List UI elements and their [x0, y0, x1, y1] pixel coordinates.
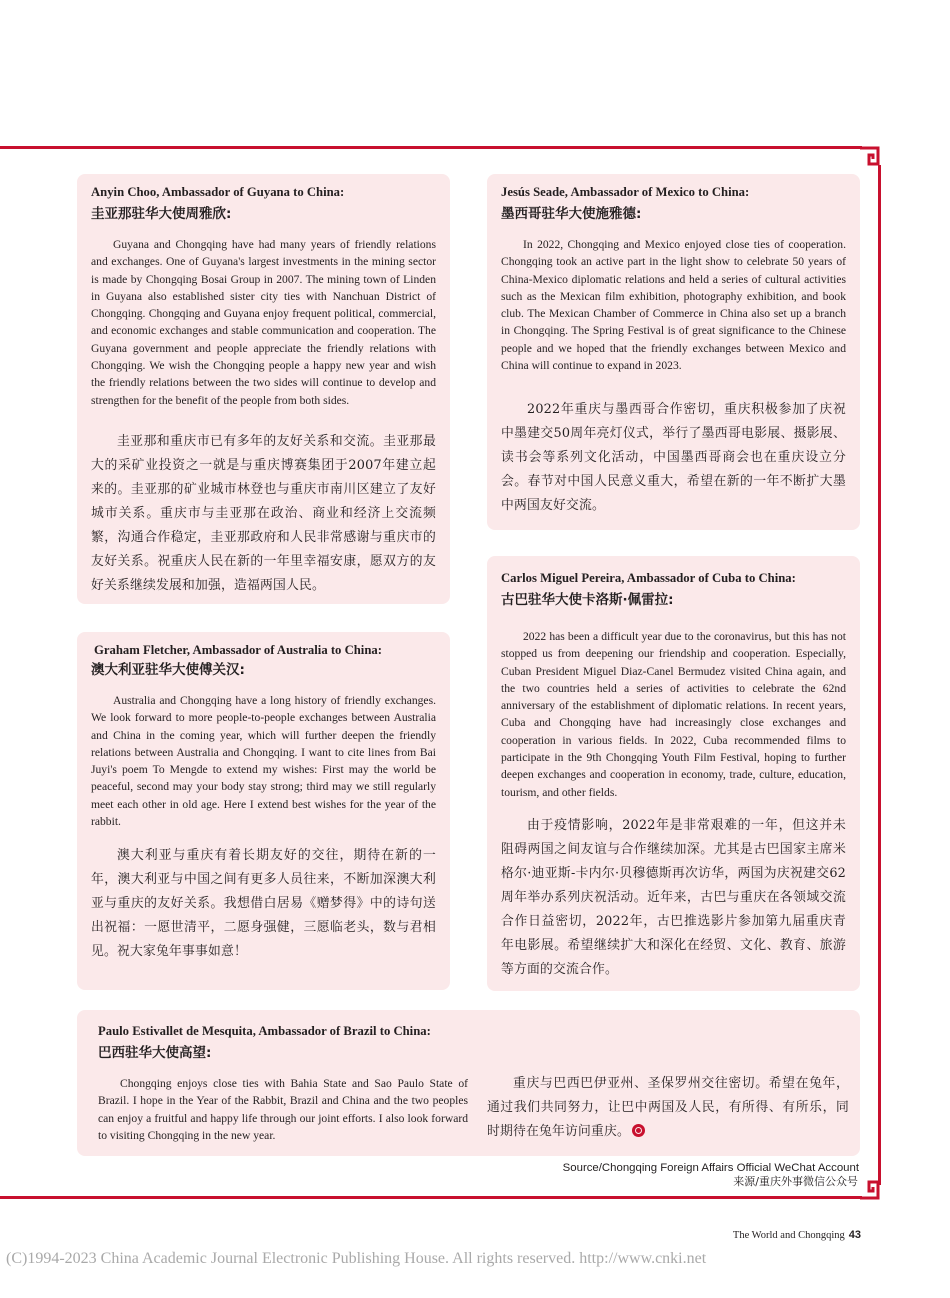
message-en: In 2022, Chongqing and Mexico enjoyed close ties of cooperation. Chongqing took an active part in the light show to celebrate 50 years of China-Mexico diplomatic relations and held a series of cultural activities such as the Mexican film exhibition, photography exhibition, and book club. The Mexican Chamber of Commerce in China also set up a branch in Chongqing. The Spring Festival is of great significance to the Chinese people and we hoped that the friendly exchanges between Mexico and China will continue to expand in 2023. [501, 238, 846, 373]
ambassador-name-zh: 澳大利亚驻华大使傅关汉: [91, 662, 245, 678]
ambassador-name-en: Paulo Estivallet de Mesquita, Ambassador of Brazil to China: [98, 1024, 431, 1038]
message-en: Australia and Chongqing have a long history of friendly exchanges. We look forward to more people-to-people exchanges between Australia and China in the coming year, which will further deepen the friendly relations between Australia and Chongqing. I want to cite lines from Bai Juyi's poem To Mengde to extend my wishes: First may the world be peaceful, second may your body stay strong; third may we still regularly meet each other in old age. Here I extend best wishes for the year of the rabbit. [91, 694, 436, 829]
frame-corner-ornament-top [860, 146, 880, 166]
frame-corner-ornament-bottom [860, 1180, 880, 1200]
message-en: Guyana and Chongqing have had many years of friendly relations and exchanges. One of Guyana's largest investments in the mining sector is made by Chongqing Bosai Group in 2007. The mining town of Linden in Guyana also established sister city ties with Nanchuan District of Chongqing. Chongqing and Guyana enjoy frequent political, commercial, and economic exchanges and stable communication and cooperation. The Guyana government and people appreciate the friendly relations with Chongqing. We wish the Chongqing people a happy new year and wish the friendly relations between the two sides will continue to develop and strengthen for the benefit of the people from both sides. [91, 238, 436, 407]
message-zh: 由于疫情影响，2022年是非常艰难的一年，但这并未阻碍两国之间友谊与合作继续加深。尤其是古巴国家主席米格尔·迪亚斯-卡内尔·贝穆德斯再次访华，两国为庆祝建交62周年举办系列庆祝活动。近年来，古巴与重庆在各领域交流合作日益密切，2022年，古巴推选影片参加第九届重庆青年电影展。希望继续扩大和深化在经贸、文化、教育、旅游等方面的交流合作。 [501, 818, 846, 977]
ambassador-name-zh: 圭亚那驻华大使周雅欣: [91, 206, 232, 222]
frame-top-border [0, 146, 862, 149]
card-cuba [487, 556, 860, 991]
ambassador-name-en: Graham Fletcher, Ambassador of Australia to China: [94, 643, 382, 657]
source-credit-en: Source/Chongqing Foreign Affairs Official WeChat Account [562, 1162, 859, 1174]
message-zh [487, 1072, 849, 1144]
ambassador-name-en: Jesús Seade, Ambassador of Mexico to China: [501, 185, 750, 199]
card-australia [77, 632, 450, 990]
end-mark-icon [632, 1124, 645, 1137]
running-footer [733, 1229, 861, 1241]
frame-right-border [878, 165, 881, 1185]
card-mexico [487, 174, 860, 530]
ambassador-name-en: Anyin Choo, Ambassador of Guyana to China: [91, 185, 345, 199]
card-guyana [77, 174, 450, 604]
journal-title: The World and Chongqing [732, 1230, 845, 1241]
frame-bottom-border [0, 1196, 862, 1199]
ambassador-name-zh: 古巴驻华大使卡洛斯·佩雷拉: [501, 592, 674, 608]
source-credit-zh: 来源/重庆外事微信公众号 [733, 1175, 858, 1188]
message-zh: 澳大利亚与重庆有着长期友好的交往，期待在新的一年，澳大利亚与中国之间有更多人员往来，不断加深澳大利亚与重庆的友好关系。我想借白居易《赠梦得》中的诗句送出祝福：一愿世清平，二愿身强健，三愿临老头，数与君相见。祝大家兔年事事如意！ [91, 848, 436, 959]
ambassador-name-zh: 巴西驻华大使高望: [98, 1045, 212, 1061]
message-zh-text: 重庆与巴西巴伊亚州、圣保罗州交往密切。希望在兔年，通过我们共同努力，让巴中两国及人民，有所得、有所乐，同时期待在兔年访问重庆。 [487, 1076, 849, 1139]
copyright-notice: (C)1994-2023 China Academic Journal Electronic Publishing House. All rights reserved. http://www.cnki.net [6, 1250, 707, 1267]
message-zh: 2022年重庆与墨西哥合作密切，重庆积极参加了庆祝中墨建交50周年亮灯仪式，举行了墨西哥电影展、摄影展、读书会等系列文化活动，中国墨西哥商会也在重庆设立分会。春节对中国人民意义重大，希望在新的一年不断扩大墨中两国友好交流。 [501, 402, 846, 513]
message-en: Chongqing enjoys close ties with Bahia State and Sao Paulo State of Brazil. I hope in the Year of the Rabbit, Brazil and China and the two peoples can enjoy a fruitful and happy life through our joint efforts. I also look forward to visiting Chongqing in the new year. [98, 1077, 468, 1142]
card-brazil [77, 1010, 860, 1156]
message-en: 2022 has been a difficult year due to the coronavirus, but this has not stopped us from deepening our friendship and cooperation. Especially, Cuban President Miguel Diaz-Canel Bermudez visited China again, and the two countries held a series of activities to celebrate the 62nd anniversary of the establishment of diplomatic relations. In recent years, Cuba and Chongqing have had increasingly close exchanges and cooperation in various fields. In 2022, Cuba recommended films to participate in the 9th Chongqing Youth Film Festival, hoping to further deepen exchanges and cooperation in economy, trade, culture, education, tourism, and other fields. [501, 630, 846, 799]
ambassador-name-zh: 墨西哥驻华大使施雅德: [501, 206, 642, 222]
page-number: 43 [848, 1229, 861, 1241]
message-zh: 圭亚那和重庆市已有多年的友好关系和交流。圭亚那最大的采矿业投资之一就是与重庆博赛集团于2007年建立起来的。圭亚那的矿业城市林登也与重庆市南川区建立了友好城市关系。重庆市与圭亚那在政治、商业和经济上交流频繁，沟通合作稳定，圭亚那政府和人民非常感谢与重庆市的友好关系。祝重庆人民在新的一年里幸福安康，愿双方的友好关系继续发展和加强，造福两国人民。 [91, 434, 436, 593]
ambassador-name-en: Carlos Miguel Pereira, Ambassador of Cuba to China: [501, 571, 796, 585]
